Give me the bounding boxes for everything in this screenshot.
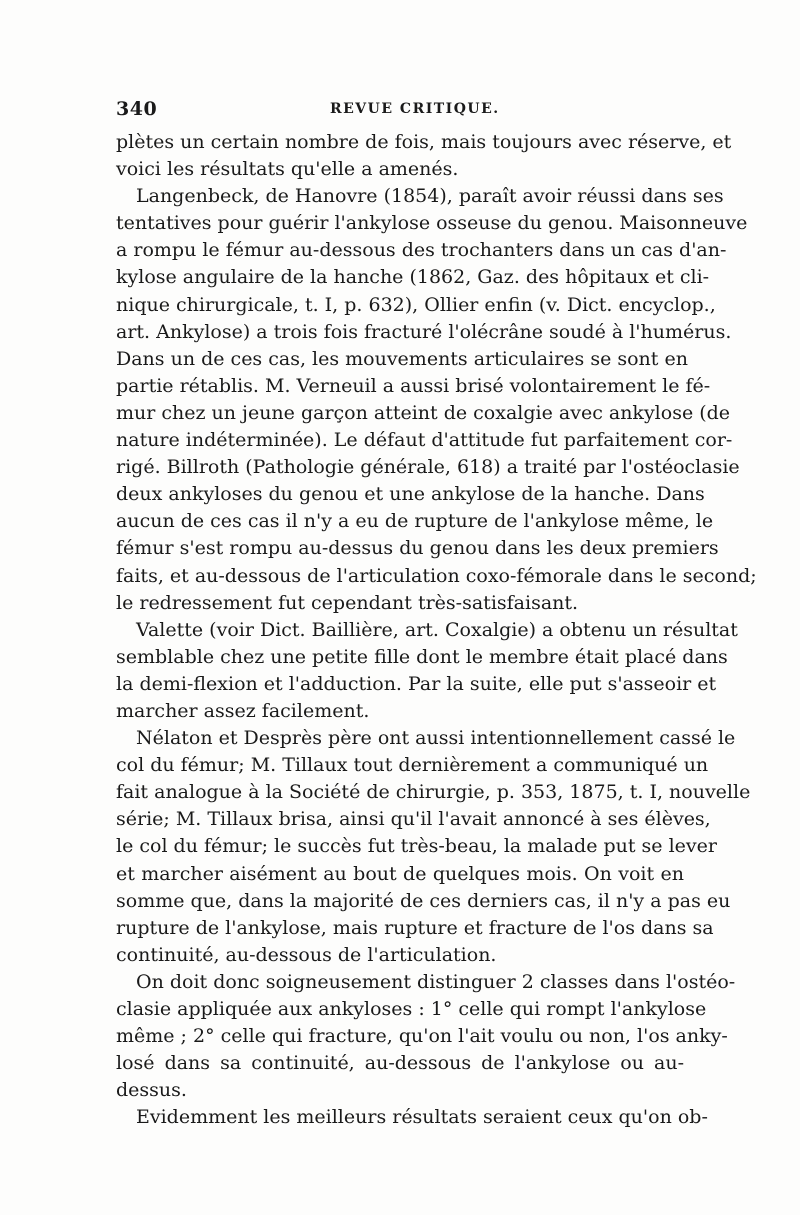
text-line: tentatives pour guérir l'ankylose osseuse du genou. Maisonneuve <box>116 212 748 235</box>
text-line: fémur s'est rompu au-dessus du genou dans les deux premiers <box>116 537 719 560</box>
text-line: semblable chez une petite fille dont le membre était placé dans <box>116 645 728 668</box>
text-line: partie rétablis. M. Verneuil a aussi brisé volontairement le fé- <box>116 374 711 397</box>
text-line: deux ankyloses du genou et une ankylose de la hanche. Dans <box>116 483 705 506</box>
text-line: et marcher aisément au bout de quelques mois. On voit en <box>116 862 684 885</box>
text-line: même ; 2° celle qui fracture, qu'on l'ait voulu ou non, l'os anky- <box>116 1025 728 1048</box>
text-line: Valette (voir Dict. Baillière, art. Coxalgie) a obtenu un résultat <box>136 618 738 641</box>
text-line: kylose angulaire de la hanche (1862, Gaz. des hôpitaux et cli- <box>116 266 710 289</box>
text-line: le col du fémur; le succès fut très-beau, la malade put se lever <box>116 835 717 858</box>
text-line: faits, et au-dessous de l'articulation coxo-fémorale dans le second; <box>116 564 757 587</box>
text-line: art. Ankylose) a trois fois fracturé l'olécrâne soudé à l'humérus. <box>116 320 732 343</box>
text-line: série; M. Tillaux brisa, ainsi qu'il l'avait annoncé à ses élèves, <box>116 808 711 831</box>
text-line: dessus. <box>116 1079 187 1102</box>
text-line: le redressement fut cependant très-satisfaisant. <box>116 591 579 614</box>
text-line: clasie appliquée aux ankyloses : 1° celle qui rompt l'ankylose <box>116 998 707 1020</box>
text-line: Evidemment les meilleurs résultats seraient ceux qu'on ob- <box>136 1106 708 1129</box>
text-line: nature indéterminée). Le défaut d'attitude fut parfaitement cor- <box>116 429 733 452</box>
text-line: mur chez un jeune garçon atteint de coxalgie avec ankylose (de <box>116 401 731 424</box>
text-line: nique chirurgicale, t. I, p. 632), Ollier enfin (v. Dict. encyclop., <box>116 293 716 316</box>
text-line: col du fémur; M. Tillaux tout dernièrement a communiqué un <box>116 754 709 777</box>
text-line: rupture de l'ankylose, mais rupture et fracture de l'os dans sa <box>116 916 714 939</box>
text-line: losé dans sa continuité, au-dessous de l'ankylose ou au- <box>116 1052 684 1075</box>
body-text <box>116 129 757 1131</box>
text-line: Nélaton et Desprès père ont aussi intentionnellement cassé le <box>136 727 736 750</box>
text-line: rigé. Billroth (Pathologie générale, 618) a traité par l'ostéoclasie <box>116 456 740 479</box>
text-line: plètes un certain nombre de fois, mais toujours avec réserve, et <box>116 131 732 153</box>
text-line: On doit donc soigneusement distinguer 2 classes dans l'ostéo- <box>136 970 736 993</box>
text-line: a rompu le fémur au-dessous des trochanters dans un cas d'an- <box>116 239 727 262</box>
text-line: fait analogue à la Société de chirurgie, p. 353, 1875, t. I, nouvelle <box>116 781 751 804</box>
text-line: somme que, dans la majorité de ces derniers cas, il n'y a pas eu <box>116 889 731 912</box>
text-line: marcher assez facilement. <box>116 699 370 722</box>
page-header <box>116 98 684 122</box>
text-line: voici les résultats qu'elle a amenés. <box>116 158 459 181</box>
text-line: Dans un de ces cas, les mouvements articulaires se sont en <box>116 347 688 370</box>
page-number: 340 <box>116 98 158 120</box>
text-line: continuité, au-dessous de l'articulation. <box>116 943 497 966</box>
running-head: REVUE CRITIQUE. <box>330 101 500 117</box>
text-line: Langenbeck, de Hanovre (1854), paraît avoir réussi dans ses <box>136 185 724 208</box>
text-line: la demi-flexion et l'adduction. Par la suite, elle put s'asseoir et <box>116 672 717 695</box>
text-line: aucun de ces cas il n'y a eu de rupture de l'ankylose même, le <box>116 510 714 533</box>
